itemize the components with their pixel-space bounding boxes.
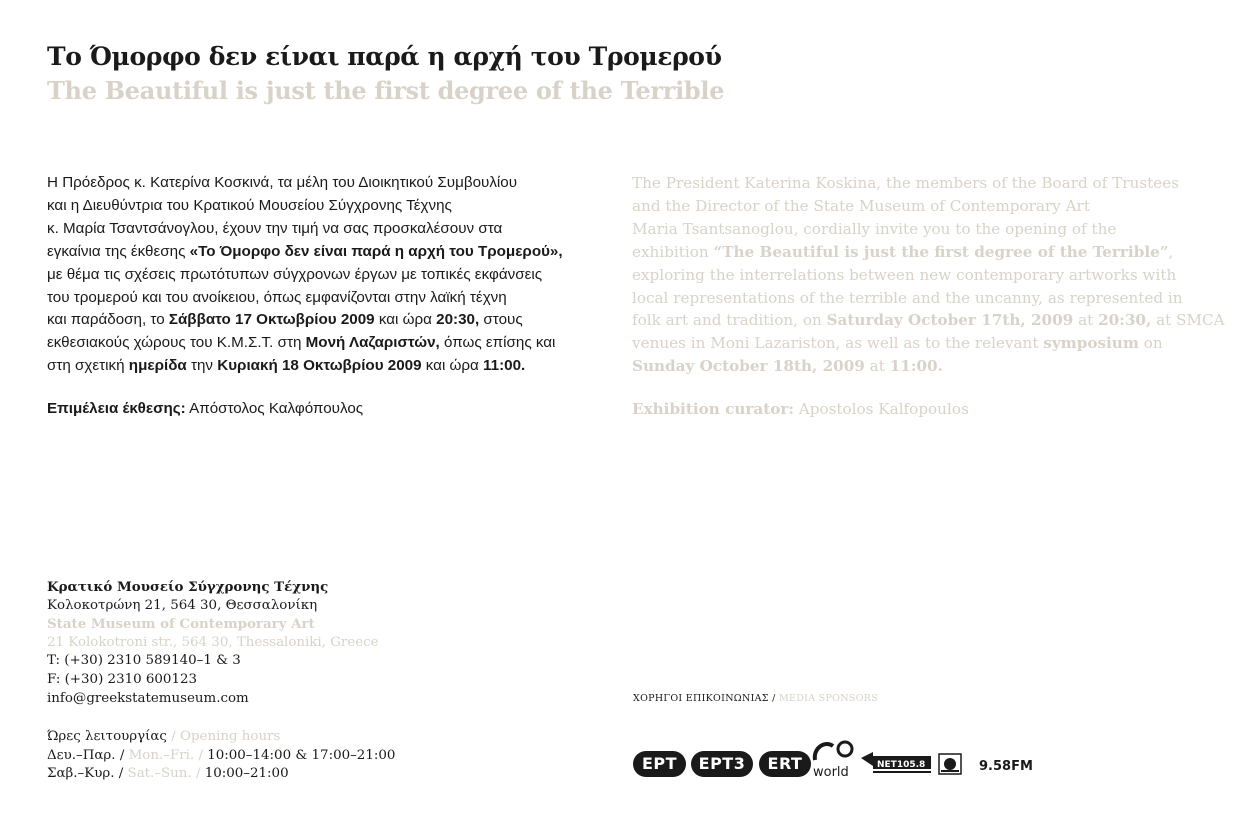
text-span: όπως επίσης και	[439, 334, 556, 352]
text-line: Η Πρόεδρος κ. Κατερίνα Κοσκινά, τα μέλη του Διοικητικού Συμβουλίου	[47, 174, 518, 191]
text-span: εκθεσιακούς χώρους του Κ.Μ.Σ.Τ. στη	[47, 334, 306, 352]
street-greek: Κολοκοτρώνη 21, 564 30, Θεσσαλονίκη	[47, 597, 318, 613]
weekend-greek: Σαβ.–Κυρ.	[47, 766, 115, 782]
hours-heading	[47, 728, 395, 747]
text-line: Maria Tsantsanoglou, cordially invite you to the opening of the	[632, 219, 1117, 238]
weekday-english: Mon.–Fri.	[128, 747, 195, 763]
text-span: την	[186, 357, 218, 375]
symposium-time-greek: 11:00.	[483, 357, 526, 375]
separator: /	[166, 729, 180, 744]
text-line	[47, 332, 617, 355]
symposium-date-greek: Κυριακή 18 Οκτωβρίου 2009	[217, 357, 422, 375]
text-span: at	[864, 357, 890, 376]
text-line	[632, 355, 1212, 378]
weekday-greek: Δευ.–Παρ.	[47, 747, 116, 763]
text-span: folk art and tradition, on	[632, 311, 827, 330]
text-line: κ. Μαρία Τσαντσάνογλου, έχουν την τιμή να σας προσκαλέσουν στα	[47, 219, 503, 237]
venue-greek: Μονή Λαζαριστών,	[305, 334, 440, 352]
symposium-greek: ημερίδα	[128, 357, 187, 375]
text-line: του τρομερού και του ανοίκειου, όπως εμφανίζονται στην λαϊκή τέχνη	[47, 288, 507, 306]
text-line	[47, 355, 617, 378]
curator-greek	[47, 400, 363, 417]
hours-label-greek: Ώρες λειτουργίας	[47, 729, 167, 744]
text-line: και η Διευθύντρια του Κρατικού Μουσείου Σύγχρονης Τέχνης	[47, 196, 452, 214]
text-line: με θέμα τις σχέσεις πρωτότυπων σύγχρονων έργων με τοπικές εκφάνσεις	[47, 265, 543, 283]
separator: /	[191, 766, 205, 782]
text-line: and the Director of the State Museum of Contemporary Art	[632, 196, 1090, 215]
text-span: ,	[1168, 242, 1174, 261]
text-line: local representations of the terrible and the uncanny, as represented in	[632, 288, 1183, 307]
opening-time-greek: 20:30,	[436, 311, 480, 329]
separator: /	[115, 747, 129, 763]
curator-label: Exhibition curator:	[632, 400, 794, 418]
sponsors-label-english: MEDIA SPONSORS	[778, 693, 879, 704]
curator-english	[632, 400, 969, 418]
weekend-hours	[47, 765, 395, 784]
text-span: στους	[479, 311, 523, 329]
ert-logo: ΕΡΤ	[633, 751, 686, 777]
museum-address	[47, 578, 379, 708]
world-wordmark: world	[813, 765, 849, 780]
hours-label-english: Opening hours	[179, 729, 281, 744]
text-line	[632, 309, 1225, 332]
weekday-hours	[47, 747, 395, 766]
radio-station-icon	[937, 752, 963, 776]
title-english: The Beautiful is just the first degree of the Terrible	[47, 76, 725, 105]
sponsor-logos	[633, 738, 1033, 783]
weekday-time: 10:00–14:00 & 17:00–21:00	[207, 747, 396, 763]
text-line	[47, 309, 617, 332]
text-span: venues in Moni Lazariston, as well as to the relevant	[632, 334, 1044, 353]
opening-date-greek: Σάββατο 17 Οκτωβρίου 2009	[168, 311, 375, 329]
text-span: και ώρα	[421, 357, 484, 375]
media-sponsors-label	[633, 693, 878, 704]
ert3-logo: ΕΡΤ3	[691, 751, 753, 777]
museum-name-greek: Κρατικό Μουσείο Σύγχρονης Τέχνης	[47, 579, 329, 595]
net-radio-wordmark: NET105.8	[877, 760, 926, 770]
world-swirl-icon	[809, 738, 857, 780]
invitation-text-english	[632, 172, 1225, 378]
text-line	[632, 332, 1212, 355]
text-span: on	[1138, 334, 1163, 353]
text-line: The President Katerina Koskina, the members of the Board of Trustees	[632, 174, 1179, 192]
ert-world-logo: ERT	[759, 751, 811, 777]
symposium-time-english: 11:00.	[889, 357, 943, 376]
text-line	[632, 241, 1212, 264]
958fm-logo	[979, 752, 1033, 776]
text-span: at	[1073, 311, 1099, 330]
958fm-wordmark: 9.58FM	[979, 759, 1033, 774]
symposium-date-english: Sunday October 18th, 2009	[632, 357, 865, 376]
curator-label: Επιμέλεια έκθεσης:	[47, 400, 186, 417]
exhibition-title-english: “The Beautiful is just the first degree of the Terrible”	[713, 242, 1169, 261]
email-link[interactable]: info@greekstatemuseum.com	[47, 690, 249, 706]
curator-name: Απόστολος Καλφόπουλος	[189, 400, 364, 417]
text-line	[47, 241, 617, 264]
separator: /	[194, 747, 208, 763]
text-span: exhibition	[632, 242, 714, 261]
phone: T: (+30) 2310 589140–1 & 3	[47, 653, 241, 669]
weekend-english: Sat.–Sun.	[127, 766, 192, 782]
exhibition-title-greek: «Το Όμορφο δεν είναι παρά η αρχή του Τρομερού»,	[189, 242, 563, 260]
opening-date-english: Saturday October 17th, 2009	[826, 311, 1074, 330]
separator: /	[114, 766, 128, 782]
text-span: και ώρα	[374, 311, 437, 329]
symposium-english: symposium	[1043, 334, 1139, 353]
text-span: εγκαίνια της έκθεσης	[47, 242, 190, 260]
weekend-time: 10:00–21:00	[204, 766, 289, 782]
text-span: στη σχετική	[47, 357, 129, 375]
text-line: exploring the interrelations between new contemporary artworks with	[632, 265, 1177, 284]
opening-hours	[47, 728, 395, 784]
fax: F: (+30) 2310 600123	[47, 671, 197, 687]
opening-time-english: 20:30,	[1098, 311, 1152, 330]
text-span: at SMCA	[1151, 311, 1225, 330]
museum-name-english: State Museum of Contemporary Art	[47, 616, 315, 633]
invitation-text-greek	[47, 172, 617, 378]
separator: /	[768, 693, 779, 704]
curator-name: Apostolos Kalfopoulos	[798, 400, 969, 418]
sponsors-label-greek: ΧΟΡΗΓΟΙ ΕΠΙΚΟΙΝΩΝΙΑΣ	[633, 693, 769, 704]
net-radio-logo	[861, 752, 933, 776]
title-greek: Το Όμορφο δεν είναι παρά η αρχή του Τρομερού	[47, 42, 722, 71]
street-english: 21 Kolokotroni str., 564 30, Thessaloniki, Greece	[47, 634, 379, 650]
text-span: και παράδοση, το	[47, 311, 169, 329]
